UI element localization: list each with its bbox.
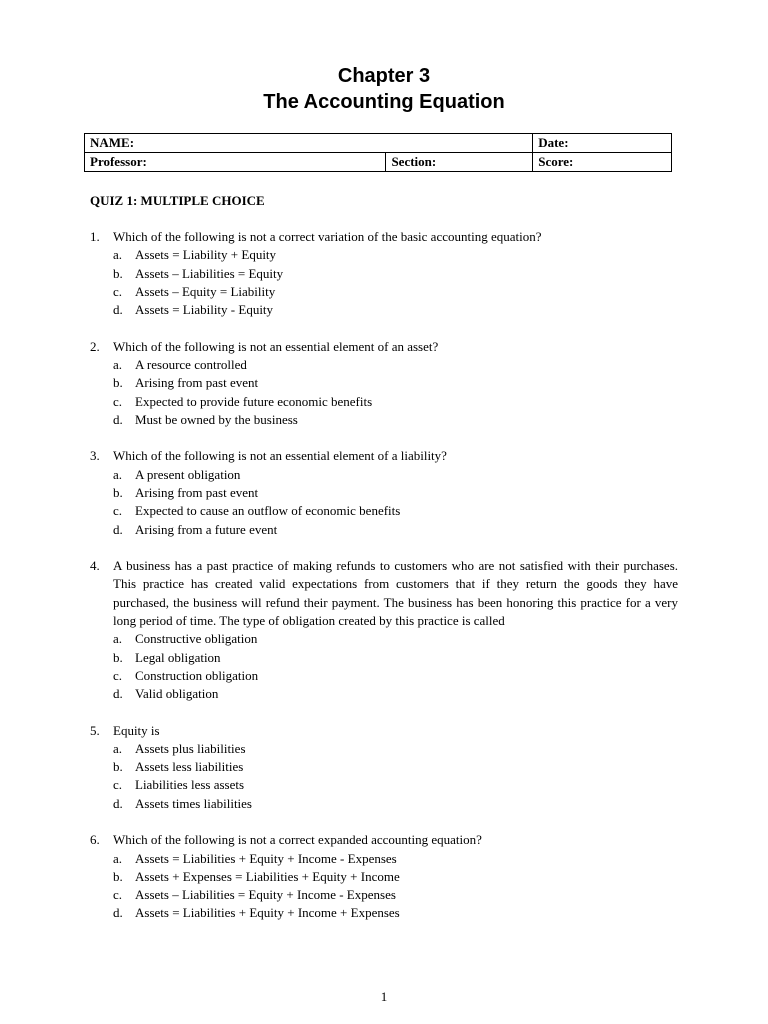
option-a	[113, 246, 678, 264]
name-field: NAME:	[85, 134, 533, 153]
option-b	[113, 484, 678, 502]
chapter-number: Chapter 3	[337, 65, 431, 87]
option-letter: a.	[113, 850, 123, 866]
option-letter: c.	[113, 887, 123, 903]
option-text: Assets less liabilities	[135, 759, 244, 775]
option-letter: c.	[113, 777, 123, 793]
option-b	[113, 758, 678, 776]
option-b	[113, 374, 678, 392]
option-letter: b.	[113, 375, 123, 391]
option-a	[113, 740, 678, 758]
option-b	[113, 868, 678, 886]
question-number: 1.	[90, 229, 100, 244]
option-d	[113, 904, 678, 922]
option-b	[113, 265, 678, 283]
option-text: Constructive obligation	[135, 631, 258, 647]
option-list	[113, 356, 678, 429]
option-a	[113, 356, 678, 374]
question-3	[90, 447, 678, 538]
option-letter: a.	[113, 740, 123, 756]
option-text: Construction obligation	[135, 667, 259, 683]
option-d	[113, 685, 678, 703]
option-c	[113, 393, 678, 411]
option-letter: d.	[113, 411, 123, 427]
option-list	[113, 740, 678, 813]
option-text: A present obligation	[135, 466, 241, 482]
question-2	[90, 338, 678, 429]
option-text: Assets = Liabilities + Equity + Income - Expenses	[135, 850, 397, 866]
question-text: Which of the following is not an essential element of a liability?	[113, 448, 447, 464]
option-letter: d.	[113, 521, 123, 537]
info-row-2	[85, 153, 672, 172]
option-letter: d.	[113, 302, 123, 318]
option-text: Assets = Liabilities + Equity + Income + Expenses	[135, 905, 400, 921]
option-list	[113, 850, 678, 923]
question-text: A business has a past practice of making refunds to customers who are not satisfied with their purchases. This practice has created valid expectations from customers that if they return the goods they have purchased, the business will refund their payment. The business has been honoring this practice for a very long period of time. The type of obligation created by this practice is called	[113, 558, 678, 628]
question-number: 3.	[90, 448, 100, 464]
option-text: Valid obligation	[135, 686, 219, 702]
option-letter: c.	[113, 283, 123, 299]
option-text: Assets = Liability + Equity	[135, 247, 277, 263]
question-number: 4.	[90, 558, 100, 574]
option-c	[113, 667, 678, 685]
question-6	[90, 831, 678, 922]
option-text: Arising from past event	[135, 375, 259, 391]
option-letter: a.	[113, 247, 123, 263]
option-text: A resource controlled	[135, 356, 247, 372]
option-letter: a.	[113, 466, 123, 482]
option-letter: d.	[113, 905, 123, 921]
option-b	[113, 649, 678, 667]
option-text: Assets + Expenses = Liabilities + Equity + Income	[135, 868, 400, 884]
option-text: Assets = Liability - Equity	[135, 302, 274, 318]
option-c	[113, 283, 678, 301]
option-text: Arising from a future event	[135, 521, 278, 537]
option-letter: b.	[113, 868, 123, 884]
student-info-table	[84, 133, 672, 172]
option-letter: a.	[113, 356, 123, 372]
question-number: 5.	[90, 722, 100, 738]
question-text: Which of the following is not an essential element of an asset?	[113, 338, 439, 354]
question-text: Equity is	[113, 722, 160, 738]
question-5	[90, 722, 678, 813]
question-1	[90, 228, 678, 319]
option-text: Must be owned by the business	[135, 411, 298, 427]
option-d	[113, 301, 678, 319]
option-letter: d.	[113, 795, 123, 811]
question-text: Which of the following is not a correct expanded accounting equation?	[113, 832, 482, 848]
option-letter: c.	[113, 667, 123, 683]
option-a	[113, 466, 678, 484]
option-letter: c.	[113, 393, 123, 409]
info-row-1	[85, 134, 672, 153]
option-c	[113, 886, 678, 904]
option-text: Assets – Liabilities = Equity	[135, 265, 284, 281]
section-field: Section:	[386, 153, 533, 172]
option-text: Assets – Liabilities = Equity + Income - Expenses	[135, 887, 396, 903]
score-field: Score:	[533, 153, 672, 172]
option-letter: b.	[113, 649, 123, 665]
option-text: Legal obligation	[135, 649, 221, 665]
option-list	[113, 246, 678, 319]
option-d	[113, 521, 678, 539]
option-c	[113, 502, 678, 520]
option-text: Assets – Equity = Liability	[135, 283, 276, 299]
option-text: Expected to provide future economic benefits	[135, 393, 373, 409]
question-number: 2.	[90, 338, 100, 354]
option-list	[113, 466, 678, 539]
quiz-heading: QUIZ 1: MULTIPLE CHOICE	[90, 193, 265, 208]
option-text: Assets times liabilities	[135, 795, 252, 811]
option-text: Assets plus liabilities	[135, 740, 246, 756]
option-letter: b.	[113, 759, 123, 775]
chapter-name: The Accounting Equation	[263, 91, 505, 113]
option-d	[113, 411, 678, 429]
date-field: Date:	[533, 134, 672, 153]
option-text: Arising from past event	[135, 484, 259, 500]
option-text: Expected to cause an outflow of economic benefits	[135, 503, 401, 519]
option-c	[113, 776, 678, 794]
chapter-title	[0, 63, 768, 115]
question-number: 6.	[90, 832, 100, 848]
option-letter: a.	[113, 631, 123, 647]
option-list	[113, 630, 678, 703]
option-letter: b.	[113, 484, 123, 500]
option-letter: c.	[113, 503, 123, 519]
question-text: Which of the following is not a correct variation of the basic accounting equation?	[113, 229, 542, 244]
question-4	[90, 557, 678, 703]
option-d	[113, 795, 678, 813]
question-list	[90, 228, 678, 941]
option-letter: b.	[113, 265, 123, 281]
page-number: 1	[380, 989, 388, 1004]
option-letter: d.	[113, 686, 123, 702]
option-a	[113, 630, 678, 648]
option-a	[113, 850, 678, 868]
professor-field: Professor:	[85, 153, 386, 172]
option-text: Liabilities less assets	[135, 777, 245, 793]
